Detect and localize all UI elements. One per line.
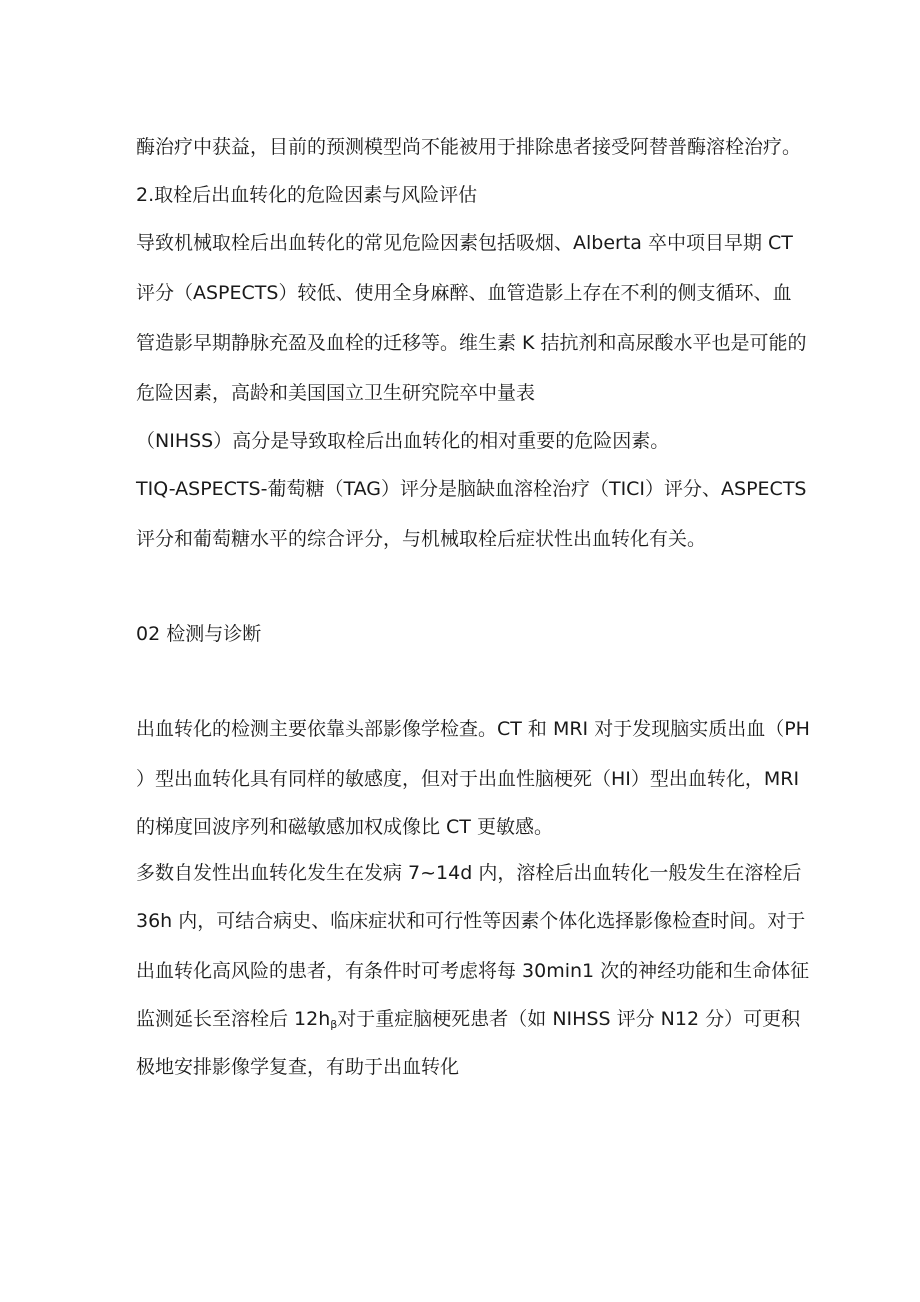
paragraph-line: 管造影早期静脉充盈及血栓的迁移等。维生素 K 拮抗剂和高尿酸水平也是可能的 xyxy=(136,332,807,354)
paragraph-line: （NIHSS）高分是导致取栓后出血转化的相对重要的危险因素。 xyxy=(136,430,670,452)
paragraph-line xyxy=(136,1006,800,1032)
subscript-text: β xyxy=(330,1018,338,1031)
section-heading: 2.取栓后出血转化的危险因素与风险评估 xyxy=(136,184,478,206)
paragraph-line: 评分（ASPECTS）较低、使用全身麻醉、血管造影上存在不利的侧支循环、血 xyxy=(136,282,792,304)
line-text: 监测延长至溶栓后 12h xyxy=(136,1008,331,1030)
paragraph-line: 的梯度回波序列和磁敏感加权成像比 CT 更敏感。 xyxy=(136,816,553,838)
paragraph-line: 出血转化高风险的患者，有条件时可考虑将每 30min1 次的神经功能和生命体征 xyxy=(136,960,810,982)
paragraph-line: 出血转化的检测主要依靠头部影像学检查。CT 和 MRI 对于发现脑实质出血（PH xyxy=(136,718,810,740)
paragraph-line: 36h 内，可结合病史、临床症状和可行性等因素个体化选择影像检查时间。对于 xyxy=(136,910,806,932)
paragraph-line: 评分和葡萄糖水平的综合评分，与机械取栓后症状性出血转化有关。 xyxy=(136,528,707,550)
paragraph-line: ）型出血转化具有同样的敏感度，但对于出血性脑梗死（HI）型出血转化，MRI xyxy=(136,768,800,790)
section-heading: 02 检测与诊断 xyxy=(136,623,262,645)
paragraph-line: 极地安排影像学复查，有助于出血转化 xyxy=(136,1056,460,1078)
paragraph-line: 酶治疗中获益，目前的预测模型尚不能被用于排除患者接受阿替普酶溶栓治疗。 xyxy=(136,136,802,158)
paragraph-line: 导致机械取栓后出血转化的常见危险因素包括吸烟、Alberta 卒中项目早期 CT xyxy=(136,232,793,254)
paragraph-line: TIQ-ASPECTS-葡萄糖（TAG）评分是脑缺血溶栓治疗（TICI）评分、ASPECTS xyxy=(136,478,807,500)
line-text: 对于重症脑梗死患者（如 NIHSS 评分 N12 分）可更积 xyxy=(337,1008,801,1030)
paragraph-line: 危险因素，高龄和美国国立卫生研究院卒中量表 xyxy=(136,382,536,404)
paragraph-line: 多数自发性出血转化发生在发病 7~14d 内，溶栓后出血转化一般发生在溶栓后 xyxy=(136,862,802,884)
